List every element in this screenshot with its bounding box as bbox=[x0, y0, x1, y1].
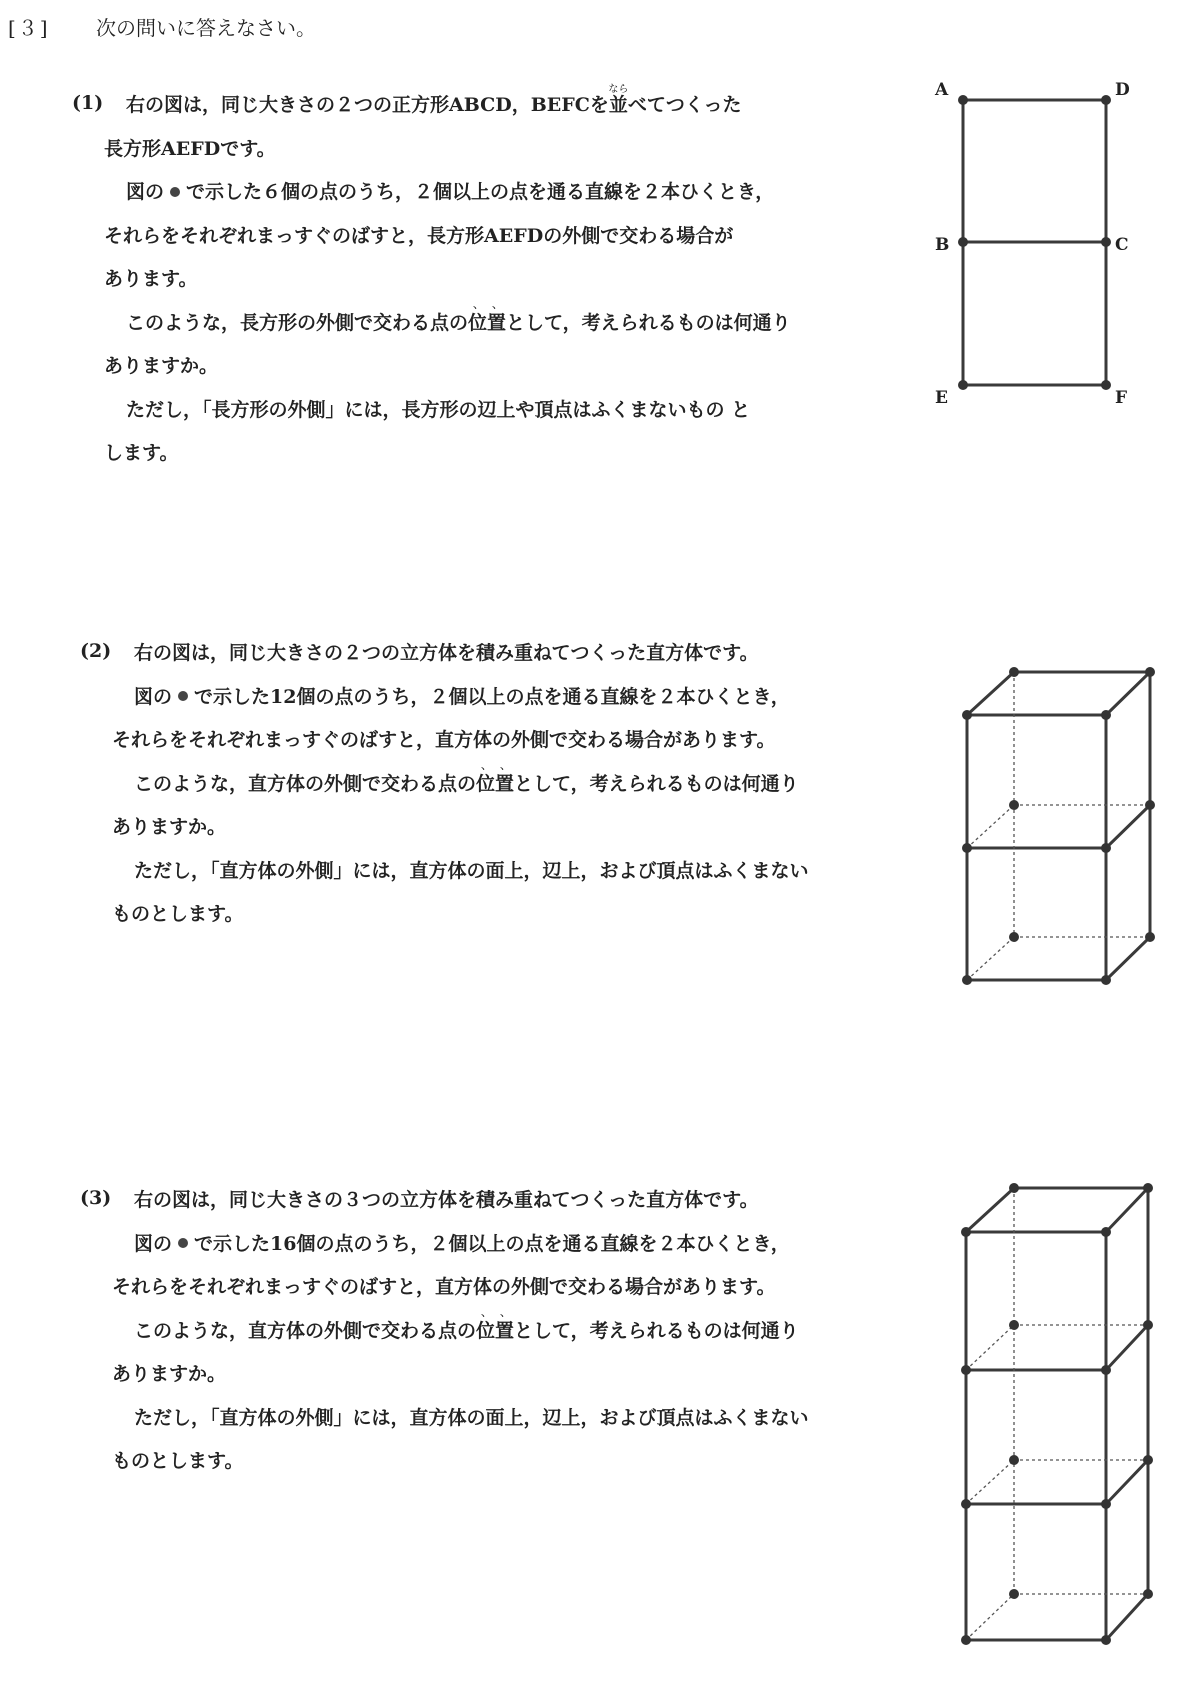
q3-line-2: 図の で示した16個の点のうち，２個以上の点を通る直線を２本ひくとき， bbox=[134, 1232, 790, 1255]
q2-line-2: 図の で示した12個の点のうち，２個以上の点を通る直線を２本ひくとき， bbox=[134, 685, 790, 708]
q1-line-4: それらをそれぞれまっすぐのばすと，長方形AEFDの外側で交わる場合が bbox=[104, 224, 734, 247]
q1-label: (1) bbox=[72, 92, 104, 114]
q3-label: (3) bbox=[80, 1187, 112, 1209]
q2-text bbox=[112, 632, 912, 937]
q1-line-6: このような，長方形の外側で交わる点の、 位、 置として，考えられるものは何通り bbox=[104, 302, 864, 346]
q1-ruby: 並 なら bbox=[608, 84, 629, 116]
q1-line-1: 右の図は，同じ大きさの２つの正方形ABCD，BEFCを並 なら べてつくった bbox=[104, 84, 864, 128]
q1-line-9: します。 bbox=[104, 442, 179, 464]
point-b bbox=[958, 237, 968, 247]
point-f bbox=[1101, 380, 1111, 390]
q2-line-5: ありますか。 bbox=[112, 816, 227, 838]
point-d bbox=[1101, 95, 1111, 105]
point-a bbox=[958, 95, 968, 105]
label-c: C bbox=[1115, 235, 1129, 255]
q2-line-4: このような，直方体の外側で交わる点の、 位、 置として，考えられるものは何通り bbox=[112, 763, 912, 807]
q1-line-2: 長方形AEFDです。 bbox=[104, 137, 276, 160]
q1-line-8: ただし，「長方形の外側」には，長方形の辺上や頂点はふくまないもの と bbox=[126, 398, 751, 421]
problem-number: [３] bbox=[8, 16, 50, 40]
q2-line-6: ただし，「直方体の外側」には，直方体の面上，辺上，および頂点はふくまない bbox=[134, 859, 809, 882]
q3-line-7: ものとします。 bbox=[112, 1450, 244, 1472]
q3-line-3: それらをそれぞれまっすぐのばすと，直方体の外側で交わる場合があります。 bbox=[112, 1276, 776, 1298]
q2-line-3: それらをそれぞれまっすぐのばすと，直方体の外側で交わる場合があります。 bbox=[112, 729, 776, 751]
q2-line-7: ものとします。 bbox=[112, 903, 244, 925]
q2-line-1: 右の図は，同じ大きさの２つの立方体を積み重ねてつくった直方体です。 bbox=[134, 642, 759, 664]
q3-line-4: このような，直方体の外側で交わる点の、 位、 置として，考えられるものは何通り bbox=[112, 1310, 912, 1354]
dot-symbol-icon bbox=[178, 1238, 188, 1248]
q1-line-5: あります。 bbox=[104, 268, 198, 290]
label-d: D bbox=[1115, 80, 1130, 100]
q3-line-5: ありますか。 bbox=[112, 1363, 227, 1385]
q3-line-6: ただし，「直方体の外側」には，直方体の面上，辺上，および頂点はふくまない bbox=[134, 1406, 809, 1429]
label-f: F bbox=[1115, 388, 1128, 408]
q2-label: (2) bbox=[80, 640, 112, 662]
point-c bbox=[1101, 237, 1111, 247]
point-e bbox=[958, 380, 968, 390]
dot-symbol-icon bbox=[178, 691, 188, 701]
problem-instruction: 次の問いに答えなさい。 bbox=[96, 16, 316, 40]
q3-figure bbox=[948, 1180, 1158, 1660]
q1-line-7: ありますか。 bbox=[104, 355, 219, 377]
label-e: E bbox=[935, 388, 948, 408]
label-b: B bbox=[935, 235, 950, 255]
q2-figure bbox=[950, 660, 1160, 1000]
problem-header bbox=[8, 12, 316, 41]
label-a: A bbox=[935, 80, 949, 100]
q3-text bbox=[112, 1179, 912, 1484]
q1-line-3: 図の で示した６個の点のうち，２個以上の点を通る直線を２本ひくとき， bbox=[126, 181, 775, 203]
dot-symbol-icon bbox=[170, 187, 180, 197]
q1-figure bbox=[920, 80, 1130, 410]
q1-text bbox=[104, 84, 864, 476]
q3-line-1: 右の図は，同じ大きさの３つの立方体を積み重ねてつくった直方体です。 bbox=[134, 1189, 759, 1211]
